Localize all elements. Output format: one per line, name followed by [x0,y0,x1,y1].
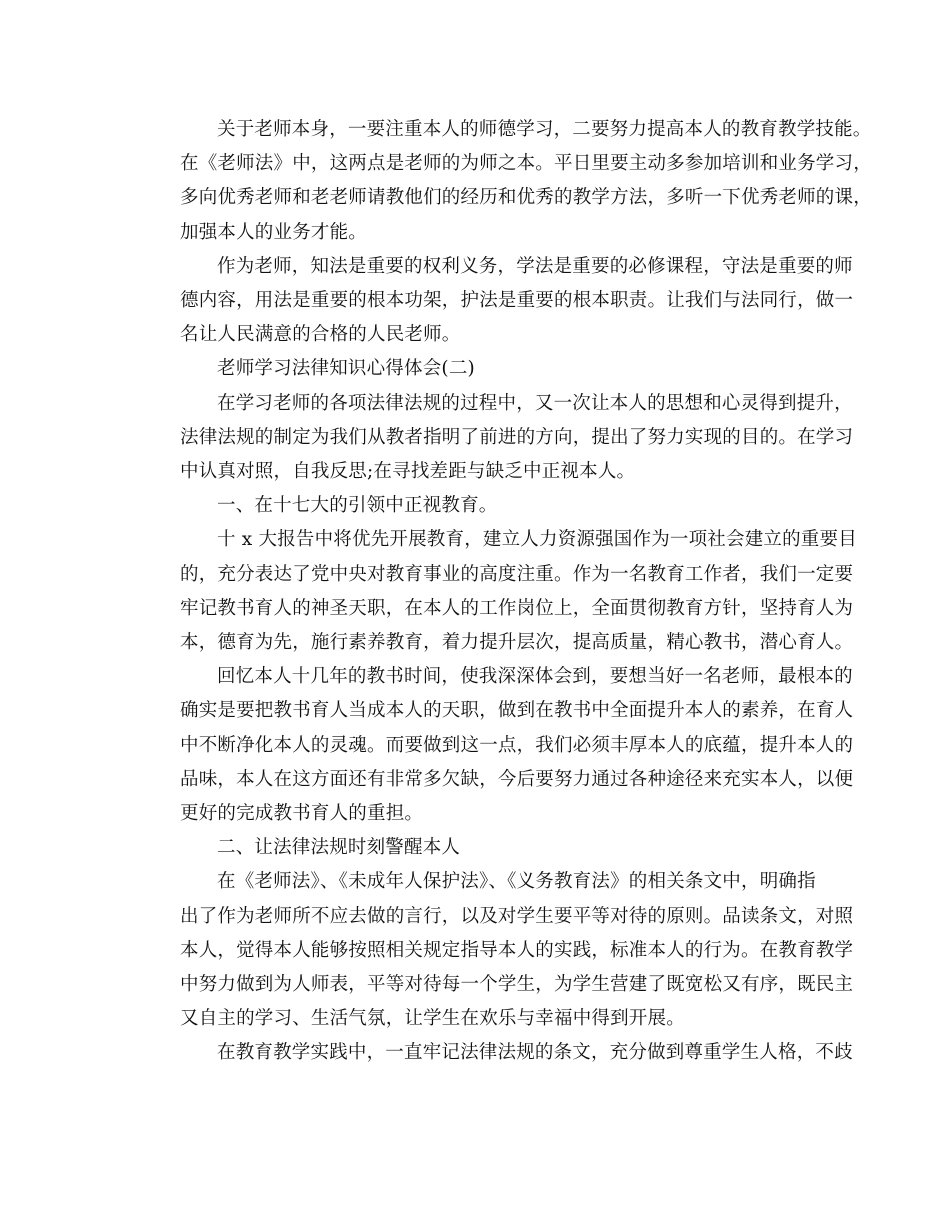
text-line: 关于老师本身，一要注重本人的师德学习，二要努力提高本人的教育教学技能。 [217,119,872,140]
paragraph [143,831,807,865]
text-line: 多向优秀老师和老老师请教他们的经历和优秀的教学方法，多听一下优秀老师的课， [180,187,872,209]
text-line: 老师学习法律知识心得体会(二) [217,358,475,380]
text-line: 法律法规的制定为我们从教者指明了前进的方向，提出了努力实现的目的。在学习 [180,426,854,448]
paragraph [143,660,854,831]
paragraph [143,113,872,250]
text-line: 二、让法律法规时刻警醒本人 [217,837,461,859]
text-line: 出了作为老师所不应去做的言行，以及对学生要平等对待的原则。品读条文，对照 [180,905,854,927]
text-line: 又自主的学习、生活气氛，让学生在欢乐与幸福中得到开展。 [180,1008,685,1030]
paragraph [143,865,854,1036]
text-line: 十 x 大报告中将优先开展教育，建立人力资源强国作为一项社会建立的重要目 [217,529,857,551]
text-line: 德内容，用法是重要的根本功架，护法是重要的根本职责。让我们与法同行，做一 [180,290,854,312]
paragraph [143,489,807,523]
text-line: 的，充分表达了党中央对教育事业的高度注重。作为一名教育工作者，我们一定要 [180,563,854,585]
paragraph [143,352,807,386]
text-line: 品味，本人在这方面还有非常多欠缺，今后要努力通过各种途径来充实本人，以便 [180,768,854,790]
document-body [143,113,872,1071]
text-line: 中认真对照，自我反思;在寻找差距与缺乏中正视本人。 [180,461,636,483]
paragraph [143,523,857,660]
text-line: 本人，觉得本人能够按照相关规定指导本人的实践，标准本人的行为。在教育教学 [180,939,854,961]
text-line: 回忆本人十几年的教书时间，使我深深体会到，要想当好一名老师，最根本的 [217,666,853,688]
text-line: 在学习老师的各项法律法规的过程中，又一次让本人的思想和心灵得到提升， [217,392,853,414]
paragraph [143,387,854,490]
text-line: 中努力做到为人师表，平等对待每一个学生，为学生营建了既宽松又有序，既民主 [180,974,854,996]
text-line: 名让人民满意的合格的人民老师。 [180,324,461,346]
text-line: 加强本人的业务才能。 [180,221,368,243]
paragraph [143,250,854,353]
text-line: 一、在十七大的引领中正视教育。 [217,495,498,517]
text-line: 在《老师法》、《未成年人保护法》、《义务教育法》的相关条文中，明确指 [217,871,816,893]
text-line: 本，德育为先，施行素养教育，着力提升层次，提高质量，精心教书，潜心育人。 [180,632,854,654]
text-line: 更好的完成教书育人的重担。 [180,803,424,825]
text-line: 在教育教学实践中，一直牢记法律法规的条文，充分做到尊重学生人格，不歧 [217,1042,853,1064]
text-line: 在《老师法》中，这两点是老师的为师之本。平日里要主动多参加培训和业务学习， [180,153,872,175]
text-line: 确实是要把教书育人当成本人的天职，做到在教书中全面提升本人的素养，在育人 [180,700,854,722]
text-line: 牢记教书育人的神圣天职，在本人的工作岗位上，全面贯彻教育方针，坚持育人为 [180,597,854,619]
text-line: 中不断净化本人的灵魂。而要做到这一点，我们必须丰厚本人的底蕴，提升本人的 [180,734,854,756]
text-line: 作为老师，知法是重要的权利义务，学法是重要的必修课程，守法是重要的师 [217,255,853,277]
paragraph [143,1036,853,1070]
